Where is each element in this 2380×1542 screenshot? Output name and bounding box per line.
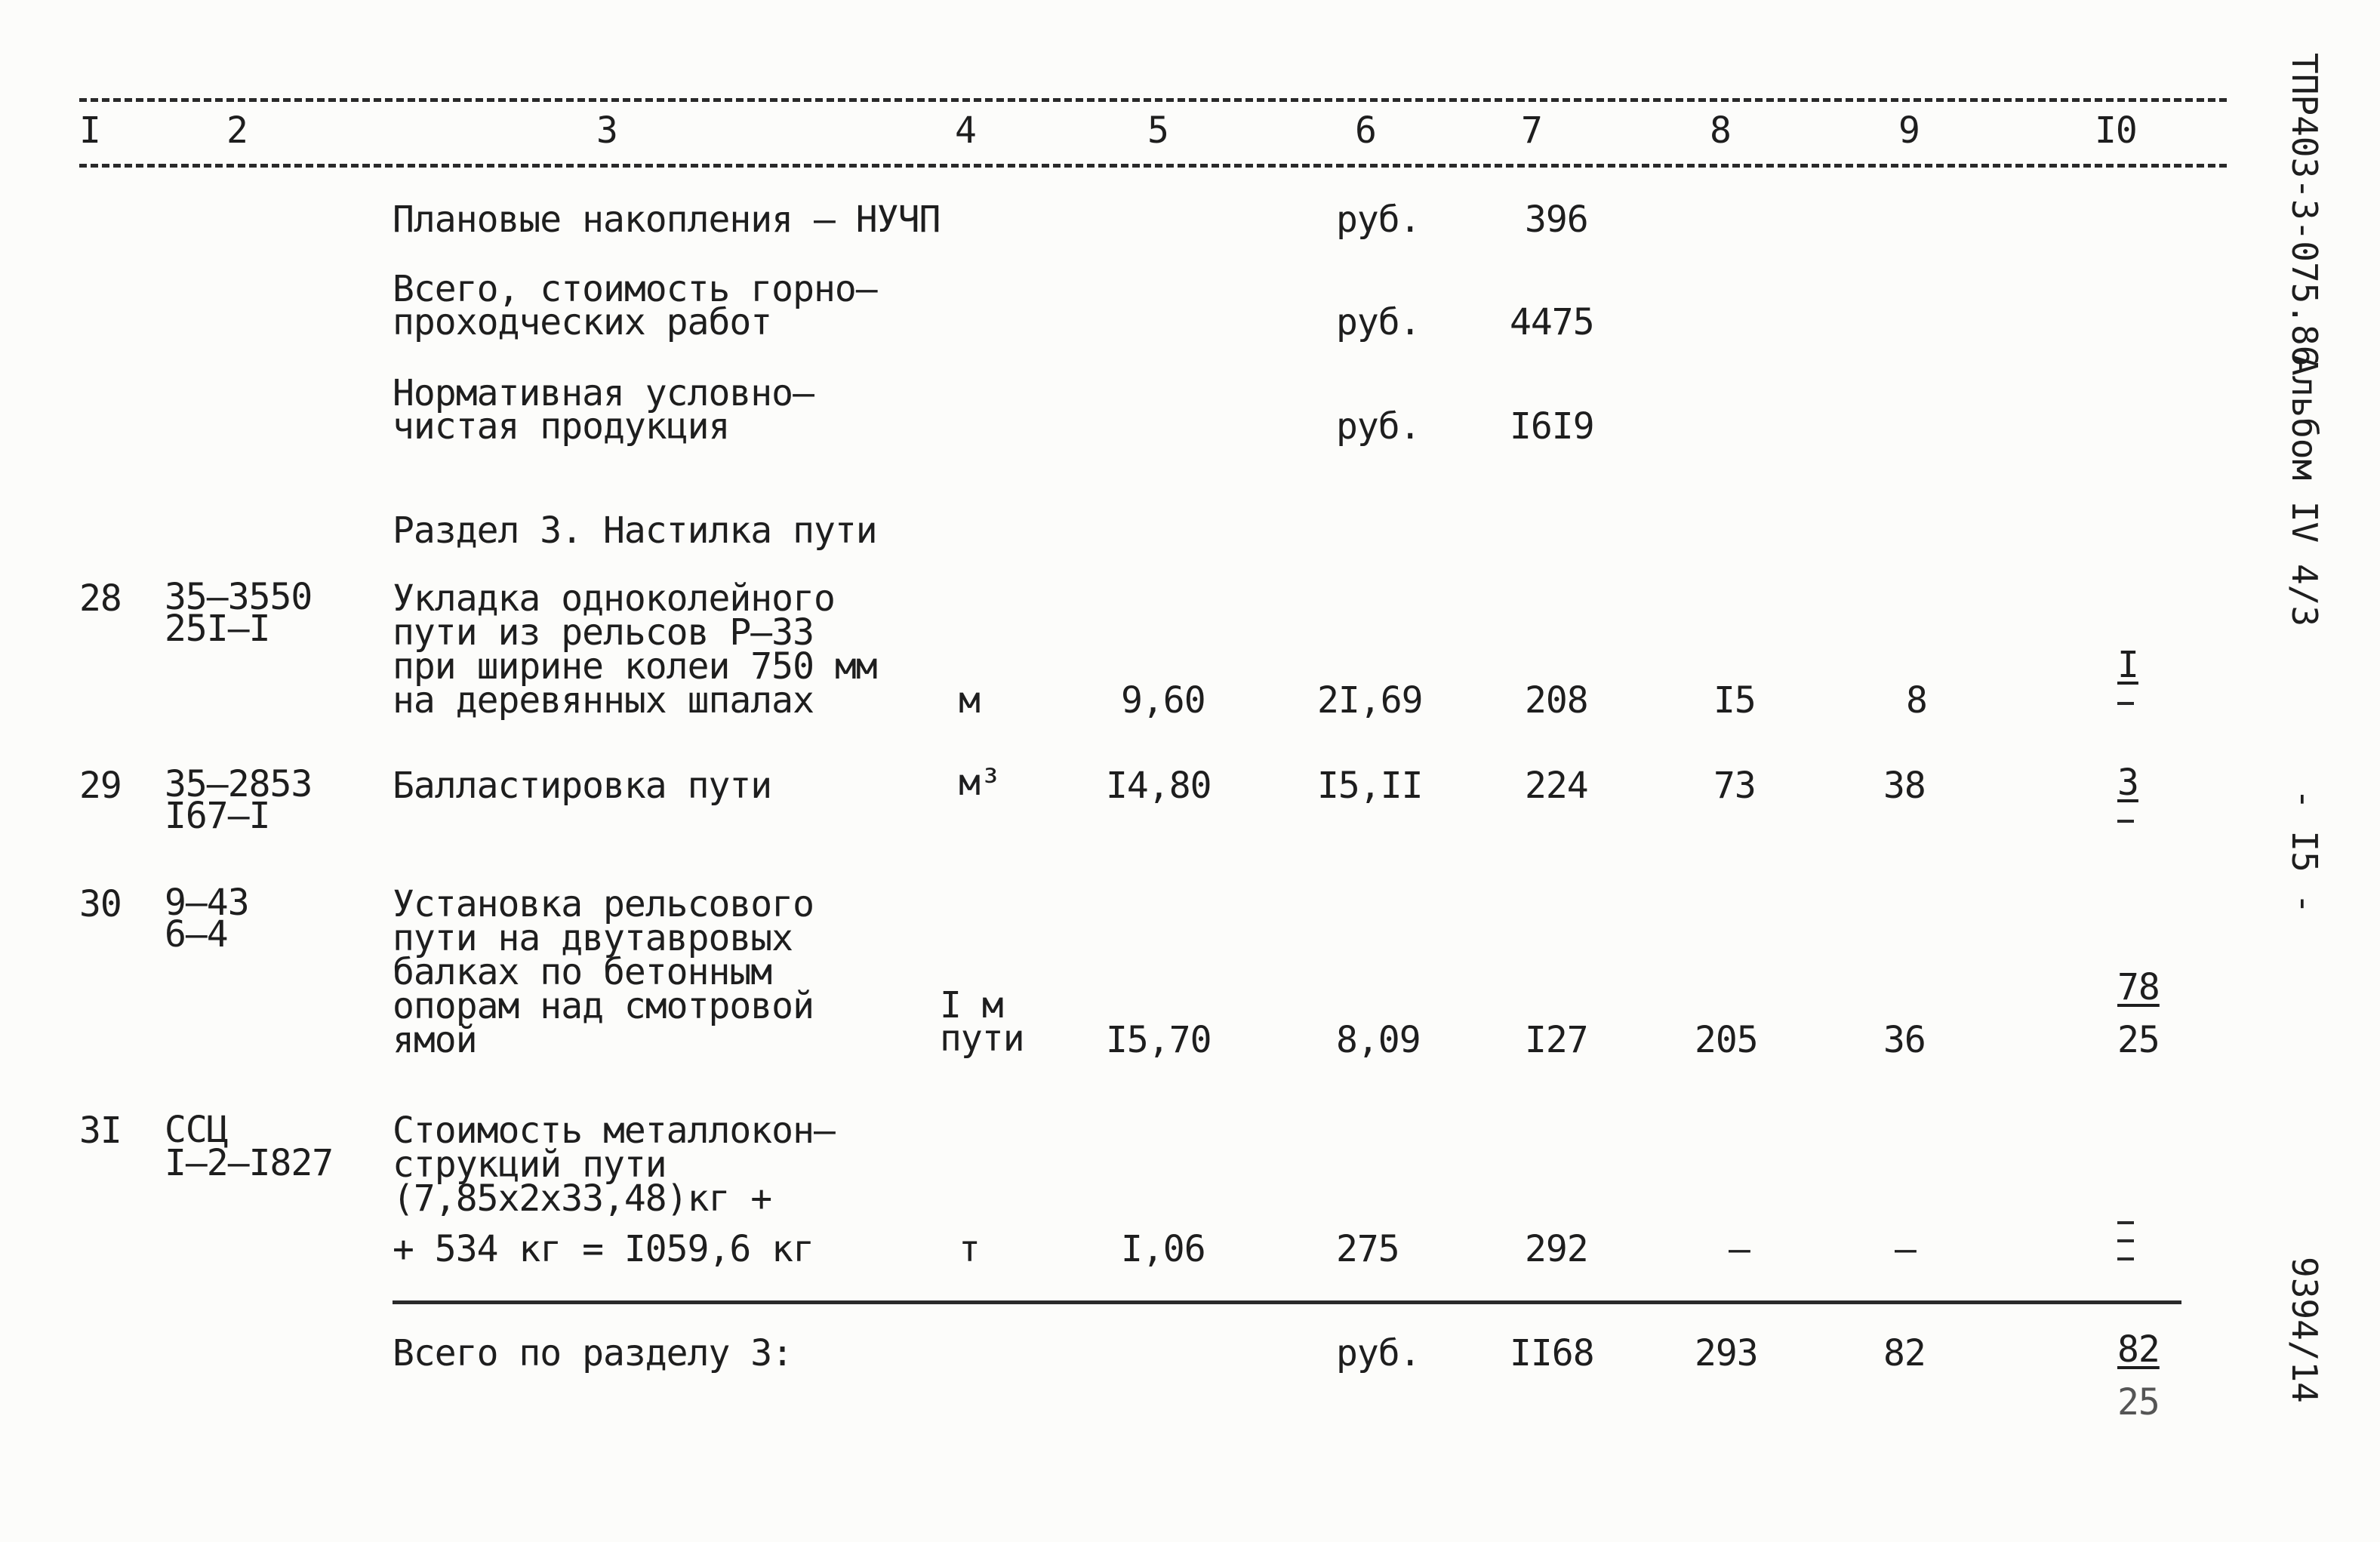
row-col8: 73: [1713, 765, 1756, 807]
row-col9: –: [1895, 1228, 1916, 1270]
col10-bar: [2117, 1221, 2134, 1224]
row-desc-line: на деревянных шпалах: [393, 679, 814, 722]
margin-page-number: - I5 -: [2284, 789, 2325, 915]
row-col8: 205: [1695, 1019, 1758, 1061]
col10-bar: [2117, 702, 2134, 705]
col10-bar: [2117, 820, 2134, 823]
header-bottom-rule: [79, 164, 2227, 168]
row-price: I5,II: [1317, 765, 1423, 807]
row-total: I6I9: [1510, 405, 1594, 448]
summary-price: руб.: [1336, 1332, 1421, 1374]
row-col8: I5: [1713, 679, 1756, 722]
margin-reg-number: 9394/14: [2284, 1257, 2325, 1403]
col-header-7: 7: [1521, 109, 1542, 152]
row-total: 292: [1525, 1228, 1588, 1270]
summary-col9: 82: [1883, 1332, 1926, 1374]
row-desc-line: + 534 кг = I059,6 кг: [393, 1228, 814, 1270]
col-header-1: I: [79, 109, 100, 152]
row-qty: I,06: [1121, 1228, 1205, 1270]
col-header-9: 9: [1898, 109, 1920, 152]
row-col9: 36: [1883, 1019, 1926, 1061]
row-unit: м³: [959, 762, 1001, 804]
row-desc-line: Балластировка пути: [393, 765, 772, 807]
row-price: 8,09: [1336, 1019, 1421, 1061]
row-total: I27: [1525, 1019, 1588, 1061]
row-col8: –: [1729, 1228, 1750, 1270]
row-desc-line: Укладка одноколейного: [393, 577, 835, 620]
row-desc-line: чистая продукция: [393, 405, 730, 448]
row-desc-line: Установка рельсового: [393, 883, 814, 925]
row-code: ССЦ I–2–I827: [165, 1109, 334, 1184]
row-desc-line: балках по бетонным: [393, 951, 772, 993]
row-price: руб.: [1336, 405, 1421, 448]
row-number: 30: [79, 883, 122, 925]
row-desc-line: пути на двутавровых: [393, 917, 793, 959]
col10-bar: [2117, 1257, 2134, 1260]
row-total: 208: [1525, 679, 1588, 722]
row-qty: I5,70: [1106, 1019, 1212, 1061]
col-header-8: 8: [1710, 109, 1731, 152]
row-price: руб.: [1336, 199, 1421, 241]
row-price: руб.: [1336, 301, 1421, 343]
summary-rule: [393, 1300, 2181, 1304]
row-total: 4475: [1510, 301, 1594, 343]
row-unit: т: [959, 1228, 980, 1270]
row-number: 29: [79, 765, 122, 807]
row-qty: 9,60: [1121, 679, 1205, 722]
row-desc-line: Стоимость металлокон–: [393, 1110, 835, 1152]
row-code: 9–43 6–4: [165, 882, 249, 956]
row-code: 35–3550 25I–I: [165, 576, 313, 650]
row-col9: 38: [1883, 765, 1926, 807]
row-desc-line: Всего, стоимость горно–: [393, 268, 877, 310]
row-desc-line: (7,85х2х33,48)кг +: [393, 1177, 772, 1220]
summary-col8: 293: [1695, 1332, 1758, 1374]
header-top-rule: [79, 98, 2227, 102]
row-code: 35–2853 I67–I: [165, 763, 313, 837]
row-desc-line: Плановые накопления – НУЧП: [393, 199, 941, 241]
row-desc-line: проходческих работ: [393, 301, 772, 343]
summary-col10-bottom: 25: [2117, 1381, 2160, 1424]
row-desc-line: струкций пути: [393, 1143, 667, 1186]
row-total: 224: [1525, 765, 1588, 807]
summary-label: Всего по разделу 3:: [393, 1332, 793, 1374]
row-desc-line: при ширине колеи 750 мм: [393, 645, 877, 688]
col-header-2: 2: [226, 109, 248, 152]
row-desc-line: ямой: [393, 1019, 477, 1061]
row-desc-line: опорам над смотровой: [393, 985, 814, 1027]
row-qty: I4,80: [1106, 765, 1212, 807]
row-col10: I: [2117, 644, 2138, 686]
row-desc-line: Нормативная условно–: [393, 372, 814, 414]
summary-col10-top: 82: [2117, 1328, 2160, 1371]
row-unit: м: [959, 679, 980, 722]
row-number: 28: [79, 577, 122, 620]
col-header-6: 6: [1355, 109, 1376, 152]
row-number: 3I: [79, 1110, 122, 1152]
section-heading: Раздел 3. Настилка пути: [393, 509, 877, 552]
col-header-4: 4: [955, 109, 976, 152]
col-header-3: 3: [596, 109, 617, 152]
row-price: 275: [1336, 1228, 1399, 1270]
row-price: 2I,69: [1317, 679, 1423, 722]
col10-bar: [2117, 1239, 2134, 1242]
row-unit: I м пути: [940, 984, 1024, 1060]
row-col10-top: 78: [2117, 966, 2160, 1008]
margin-doc-code: ТПР403-3-075.86: [2284, 53, 2325, 367]
col-header-5: 5: [1147, 109, 1168, 152]
row-desc-line: пути из рельсов Р–33: [393, 611, 814, 654]
row-total: 396: [1525, 199, 1588, 241]
row-col9: 8: [1906, 679, 1927, 722]
col-header-10: I0: [2095, 109, 2137, 152]
row-col10-bottom: 25: [2117, 1019, 2160, 1061]
margin-album: Альбом IV 4/3: [2284, 355, 2325, 627]
row-col10: 3: [2117, 762, 2138, 804]
summary-total: II68: [1510, 1332, 1594, 1374]
